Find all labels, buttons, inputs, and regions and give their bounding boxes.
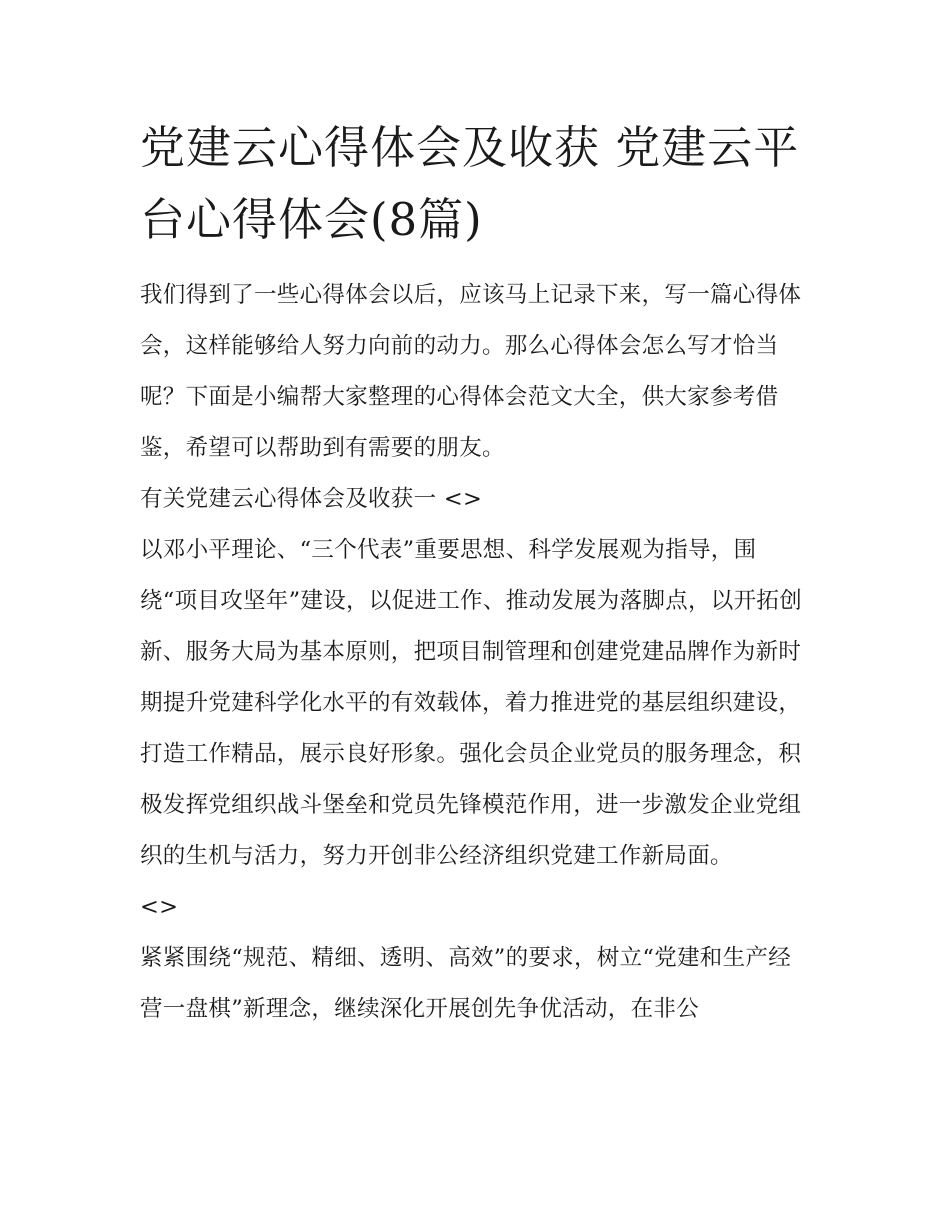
document-title: 党建云心得体会及收获 党建云平台心得体会(8篇) [140,121,800,246]
intro-paragraph: 我们得到了一些心得体会以后，应该马上记录下来，写一篇心得体会，这样能够给人努力向前的动力。那么心得体会怎么写才恰当呢？下面是小编帮大家整理的心得体会范文大全，供大家参考借鉴，希望可以帮助到有需要的朋友。 [140,282,802,461]
section-heading: 有关党建云心得体会及收获一 <> [140,486,483,512]
document-body [140,112,812,1035]
body-paragraph: 以邓小平理论、“三个代表”重要思想、科学发展观为指导，围绕“项目攻坚年”建设，以促进工作、推动发展为落脚点，以开拓创新、服务大局为基本原则，把项目制管理和创建党建品牌作为新时期提升党建科学化水平的有效载体，着力推进党的基层组织建设，打造工作精品，展示良好形象。强化会员企业党员的服务理念，积极发挥党组织战斗堡垒和党员先锋模范作用，进一步激发企业党组织的生机与活力，努力开创非公经济组织党建工作新局面。 [140,537,803,869]
body-paragraph: 紧紧围绕“规范、精细、透明、高效”的要求，树立“党建和生产经营一盘棋”新理念，继续深化开展创先争优活动，在非公 [140,945,792,1022]
placeholder-marker: <> [140,894,179,920]
